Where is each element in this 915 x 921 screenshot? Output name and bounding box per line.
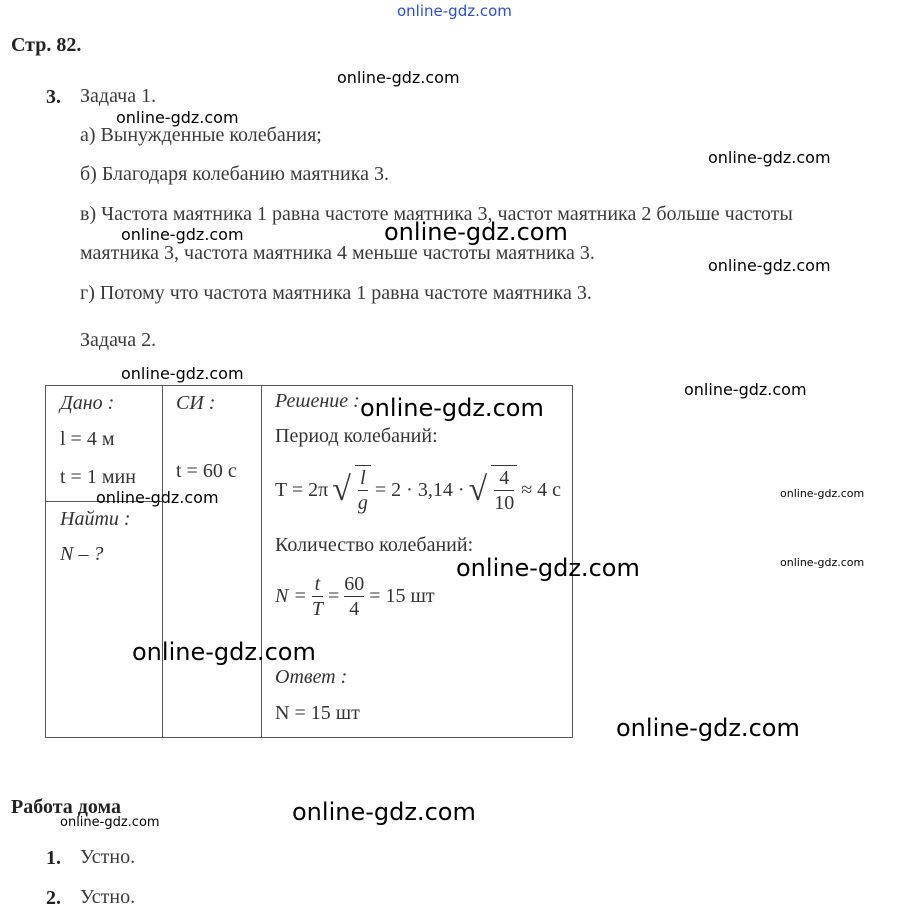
si-time: t = 60 с (176, 460, 237, 482)
home-item-2-text: Устно. (80, 886, 136, 908)
watermark: online-gdz.com (456, 554, 640, 582)
page-heading: Стр. 82. (11, 34, 82, 56)
home-item-2-number: 2. (46, 887, 61, 909)
watermark: online-gdz.com (132, 638, 316, 666)
watermark: online-gdz.com (116, 108, 239, 127)
watermark: online-gdz.com (384, 218, 568, 246)
period-label: Период колебаний: (275, 425, 438, 447)
solution-label: Решение : (275, 390, 360, 412)
answer-value: N = 15 шт (275, 702, 360, 724)
find-value: N – ? (60, 543, 104, 565)
answer-c-line2: маятника 3, частота маятника 4 меньше частоты маятника 3. (80, 242, 595, 264)
watermark: online-gdz.com (708, 256, 831, 275)
watermark: online-gdz.com (780, 556, 865, 569)
given-time: t = 1 мин (60, 466, 136, 488)
watermark: online-gdz.com (780, 487, 865, 500)
home-item-1-text: Устно. (80, 846, 136, 868)
watermark: online-gdz.com (684, 380, 807, 399)
find-label: Найти : (60, 508, 131, 530)
answer-a: а) Вынужденные колебания; (80, 124, 322, 146)
watermark: online-gdz.com (337, 68, 460, 87)
task-number: 3. (46, 86, 61, 108)
answer-b: б) Благодаря колебанию маятника 3. (80, 163, 390, 185)
top-watermark: online-gdz.com (397, 2, 512, 20)
given-length: l = 4 м (60, 428, 115, 450)
watermark: online-gdz.com (616, 714, 800, 742)
watermark: online-gdz.com (360, 394, 544, 422)
answer-c-line1: в) Частота маятника 1 равна частоте маятника 3, частот маятника 2 больше частоты (80, 203, 793, 225)
home-item-1-number: 1. (46, 847, 61, 869)
count-formula: N = $\frac{t}{T}$ = $\frac{60}{4}$ = 15 шт (275, 572, 435, 620)
task-title: Задача 1. (80, 85, 157, 107)
answer-label: Ответ : (275, 666, 348, 688)
given-label: Дано : (60, 392, 115, 414)
watermark: online-gdz.com (121, 225, 244, 244)
task2-title: Задача 2. (80, 329, 157, 351)
period-formula: T = 2π √ $\frac{l}{g}$ = 2 · 3,14 · √ $\frac{4}{10}$ ≈ 4 с (275, 467, 562, 514)
watermark: online-gdz.com (96, 488, 219, 507)
watermark: online-gdz.com (292, 798, 476, 826)
count-label: Количество колебаний: (275, 534, 474, 556)
watermark: online-gdz.com (121, 364, 244, 383)
si-label: СИ : (176, 392, 216, 414)
watermark: online-gdz.com (708, 148, 831, 167)
home-heading: Работа дома (11, 796, 121, 818)
watermark: online-gdz.com (60, 815, 160, 830)
answer-d: г) Потому что частота маятника 1 равна частоте маятника 3. (80, 282, 592, 304)
